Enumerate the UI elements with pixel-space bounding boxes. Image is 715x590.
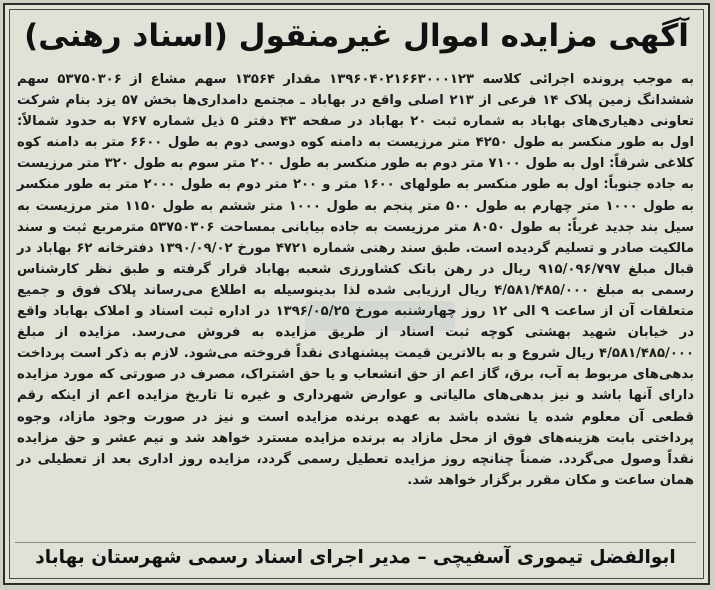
notice-body: به موجب پرونده اجرائی کلاسه ۱۳۹۶۰۴۰۲۱۶۶۳۰۰۰۱۲۳ مقدار ۱۳۵۶۴ سهم مشاع از ۵۳۷۵۰۳۰۶ سهم ششدانگ زمین پلاک ۱۴ فرعی از ۲۱۳ اصلی واقع در بهاباد ـ مجتمع دامداری‌ها بخش ۵۷ یزد بنام شرکت تعاونی دهیاری‌های بهاباد به شماره ثبت ۲۰ بهاباد در صفحه ۴۳ دفتر ۵ ذیل شماره ۷۶۷ به حدود شمالاً: اول به طور منکسر به طول ۴۲۵۰ متر مرزیست به دامنه کوه دوسی دوم به طول ۶۶۰۰ متر به دامنه کوه کلاغی شرقاً: اول به طول ۷۱۰۰ متر دوم به طور منکسر به طول ۲۰۰ متر سوم به طول ۳۲۰ متر مرزیست به جاده جنوباً: اول به طور منکسر به طولهای ۱۶۰۰ متر و ۲۰۰ متر دوم به طول ۲۰۰۰ متر به طور منکسر به طول ۱۰۰۰ متر چهارم به طول ۵۰۰ متر پنجم به طول ۱۰۰۰ متر ششم به طول ۱۱۵۰ متر مرزیست به سیل بند جدید غرباً: به طول ۸۰۵۰ متر مرزیست به جاده بیابانی بمساحت ۵۳۷۵۰۳۰۶ مترمربع ثبت و سند مالکیت صادر و تسلیم گردیده است. طبق سند رهنی شماره ۴۷۲۱ مورخ ۱۳۹۰/۰۹/۰۲ دفترخانه ۶۲ بهاباد در قبال مبلغ ۹۱۵/۰۹۶/۷۹۷ ریال در رهن بانک کشاورزی شعبه بهاباد قرار گرفته و طبق نظر کارشناس رسمی به مبلغ ۴/۵۸۱/۴۸۵/۰۰۰ ریال ارزیابی شده لذا بدینوسیله به اطلاع می‌رساند پلاک فوق و جمیع متعلقات آن از ساعت ۹ الی ۱۲ روز چهارشنبه مورخ ۱۳۹۶/۰۵/۲۵ در اداره ثبت اسناد و املاک بهاباد واقع در خیابان شهید بهشتی کوچه ثبت اسناد از طریق مزایده به فروش می‌رسد. مزایده از مبلغ ۴/۵۸۱/۴۸۵/۰۰۰ ریال شروع و به بالاترین قیمت پیشنهادی نقداً فروخته می‌شود. لازم به ذکر است پرداخت بدهی‌های مربوط به آب، برق، گاز اعم از حق انشعاب و یا حق اشتراک، مصرف در صورتی که مورد مزایده دارای آنها باشد و نیز بدهی‌های مالیاتی و عوارض شهرداری و غیره تا تاریخ مزایده اعم از اینکه رقم قطعی آن معلوم شده یا نشده باشد به عهده برنده مزایده است و نیز در صورت وجود مازاد، وجوه پرداختی بابت هزینه‌های فوق از محل مازاد به برنده مزایده مسترد خواهد شد و نیم عشر و حق مزایده نقداً وصول می‌گردد. ضمناً چنانچه روز مزایده تعطیل رسمی گردد، مزایده روز اداری بعد از تعطیلی در همان ساعت و مکان مقرر برگزار خواهد شد. xyxy=(17,72,695,488)
notice-signature: ابوالفضل تیموری آسفیچی – مدیر اجرای اسناد رسمی شهرستان بهاباد xyxy=(15,542,696,573)
notice-title: آگهی مزایده اموال غیرمنقول (اسناد رهنی) xyxy=(24,18,689,54)
auction-notice xyxy=(3,3,710,585)
